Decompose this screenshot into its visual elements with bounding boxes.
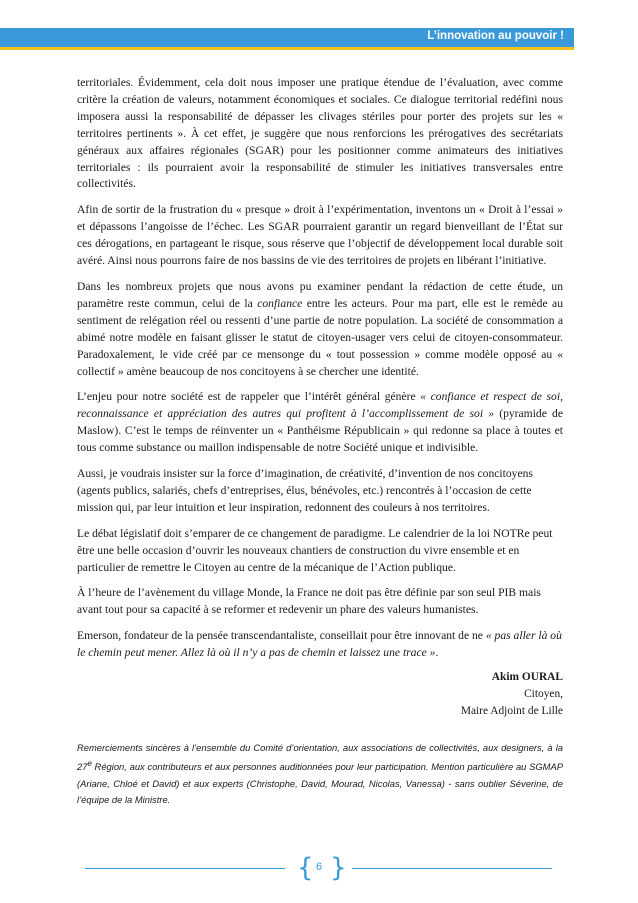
signature-role: Citoyen, [524, 688, 563, 700]
paragraph-8-emphasis: « pas aller là où le chemin peut mener. Allez là où il n’y a pas de chemin et laissez une trace » [77, 629, 562, 660]
left-brace-icon: { [297, 853, 314, 883]
header-rule [0, 47, 574, 50]
footer-rule-left [85, 868, 285, 869]
page-content [77, 75, 563, 809]
paragraph-3-emphasis: confiance [257, 296, 303, 310]
paragraph-8 [77, 628, 563, 662]
paragraph-4-text-b: (pyramide de Maslow). C’est le temps de réinventer un « Panthéisme Républicain » qui redonne sa place à toutes et tous comme substance ou maillon indispensable de notre Société unique et indivisible. [77, 407, 563, 455]
footer-rule-right [352, 868, 552, 869]
paragraph-3-text-a: Dans les nombreux projets que nous avons pu examiner pendant la rédaction de cette étude, un paramètre reste commun, celui de la [77, 279, 563, 310]
paragraph-4 [77, 389, 563, 457]
signature-title: Maire Adjoint de Lille [460, 704, 563, 717]
paragraph-4-text-a: L’enjeu pour notre société est de rappeler que l’intérêt général génère [77, 390, 421, 404]
paragraph-8-text-b: . [435, 646, 439, 660]
acknowledgement [77, 740, 563, 809]
acknowledgement-text-b: Région, aux contributeurs et aux personnes auditionnées pour leur participation. Mention particulière au SGMAP (Ariane, Chloé et David) et aux experts (Christophe, David, Mourad, Nicolas, Vanessa) - sans oublier Séverine, de l’équipe de la Ministre. [77, 761, 563, 806]
paragraph-8-text-a: Emerson, fondateur de la pensée transcendantaliste, conseillait pour être innovant de ne [77, 629, 486, 643]
paragraph-3 [77, 279, 563, 380]
paragraph-7: À l’heure de l’avènement du village Monde, la France ne doit pas être définie par son seul PIB mais avant tout pour sa capacité à se reformer et redevenir un phare des valeurs humanistes. [77, 586, 541, 617]
header-band [0, 28, 574, 47]
paragraph-2: Afin de sortir de la frustration du « presque » droit à l’expérimentation, inventons un « Droit à l’essai » et dépassons l’angoisse de l’échec. Les SGAR pourraient garantir un regard bienveillant de l’État sur ces dérogations, en partageant le risque, sous réserve que l’objectif de développement local durable soit avéré. Ainsi nous pourrons faire de nos bassins de vie des territoires de projets en libérant l’initiative. [77, 203, 563, 268]
signature-block [77, 669, 563, 720]
acknowledgement-superscript: e [87, 759, 92, 769]
paragraph-3-text-b: entre les acteurs. Pour ma part, elle est le remède au sentiment de relégation réel ou ressenti d’une partie de notre population. La société de consommation a abimé notre modèle en faisant glisser le statut de citoyen-usager vers celui de citoyen-consommateur. Paradoxalement, le vide créé par ce mensonge du « tout possession » comme modèle opposé au « collectif » amène beaucoup de nos concitoyens à se chercher une identité. [77, 296, 563, 378]
header-title: L’innovation au pouvoir ! [427, 30, 564, 42]
acknowledgement-text-a: Remerciements sincères à l’ensemble du Comité d’orientation, aux associations de collectivités, aux designers, à la 27 [77, 741, 563, 773]
right-brace-icon: } [330, 853, 347, 883]
paragraph-1: territoriales. Évidemment, cela doit nous imposer une pratique étendue de l’évaluation, avec comme critère la création de valeurs, notamment économiques et sociales. Ce dialogue territorial redéfini nous imposera aussi la responsabilité de dépasser les clivages stériles pour porter des projets sur les « territoires pertinents ». À cet effet, je suggère que nous renforcions les prérogatives des secrétariats généraux aux affaires régionales (SGAR) pour les positionner comme animateurs des initiatives territoriales : ils pourraient avoir la responsabilité de stimuler les initiatives transversales entre collectivités. [77, 76, 563, 191]
signature-name: Akim OURAL [491, 671, 563, 684]
page-number: 6 [315, 861, 323, 873]
paragraph-5: Aussi, je voudrais insister sur la force d’imagination, de créativité, d’invention de nos concitoyens (agents publics, salariés, chefs d’entreprises, élus, bénévoles, etc.) rencontrés à l’occasion de cette mission qui, par leur intuition et leur inspiration, redonnent des couleurs à nos territoires. [77, 467, 533, 514]
paragraph-6: Le débat législatif doit s’emparer de ce changement de paradigme. Le calendrier de la loi NOTRe peut être une belle occasion d’ouvrir les nouveaux chantiers de construction du vivre ensemble et en particulier de remettre le Citoyen au centre de la mécanique de l’Action publique. [77, 526, 553, 574]
paragraph-4-emphasis: « confiance et respect de soi, reconnaissance et appréciation des autres qui profitent à l’accomplissement de soi » [77, 390, 563, 421]
